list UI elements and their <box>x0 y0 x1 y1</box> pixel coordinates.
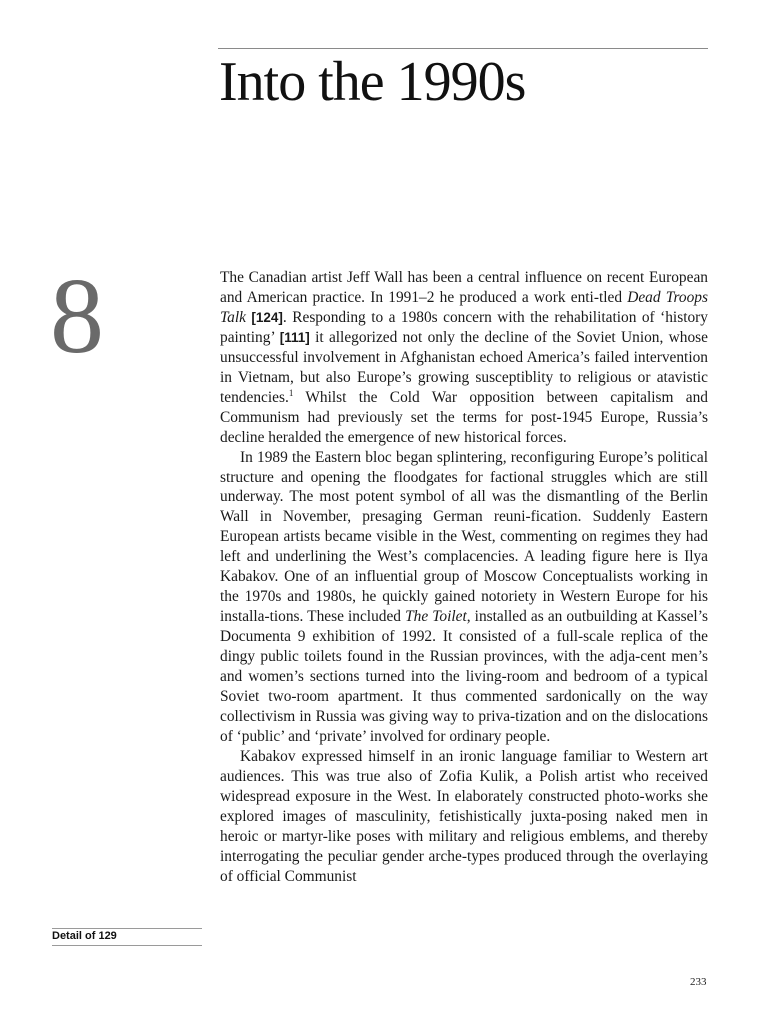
chapter-number: 8 <box>50 257 104 376</box>
chapter-title: Into the 1990s <box>219 51 526 113</box>
artwork-title-the-toilet: The Toilet <box>405 608 467 626</box>
text-run: Kabakov expressed himself in an ironic language familiar to Western art audiences. This was true also of Zofia Kulik, a Polish artist who received widespread exposure in the West. In elaborately constructed photo-works she explored images of masculinity, fetishistically juxta-posing naked men in heroic or martyr-like poses with military and religious emblems, and thereby interrogating the peculiar gender arche-types produced through the overlaying of official Communist <box>220 747 708 885</box>
paragraph-3 <box>220 747 708 887</box>
text-run: Whilst the Cold War opposition between capitalism and Communism had previously set the terms for post-1945 Europe, Russia’s decline heralded the emergence of new historical forces. <box>220 388 708 446</box>
paragraph-1 <box>220 268 708 448</box>
text-run: , installed as an outbuilding at Kassel’s Documenta 9 exhibition of 1992. It consisted of a full-scale replica of the dingy public toilets found in the Russian provinces, with the adja-cent men’s and women’s sections turned into the living-room and bedroom of a typical Soviet two-room apartment. It thus commented sardonically on the way collectivism in Russia was giving way to priva-tization and on the dislocations of ‘public’ and ‘private’ involved for ordinary people. <box>220 608 708 745</box>
text-run: . Responding to a 1980s concern with the rehabilitation of ‘history painting’ <box>220 308 708 346</box>
artwork-title-dead-troops-talk: Dead Troops Talk <box>220 288 708 326</box>
figure-reference[interactable]: [111] <box>279 329 310 345</box>
text-run: it allegorized not only the decline of the Soviet Union, whose unsuccessful involvement in Afghanistan echoed America’s failed intervention in Vietnam, but also Europe’s growing susceptiblity to religious or atavistic tendencies. <box>220 328 708 406</box>
paragraph-2 <box>220 448 708 747</box>
page-number: 233 <box>690 976 707 988</box>
figure-reference[interactable]: [124] <box>251 309 283 325</box>
text-run: The Canadian artist Jeff Wall has been a central influence on recent European and American practice. In 1991–2 he produced a work enti-tled <box>220 269 708 306</box>
body-text <box>220 268 708 887</box>
footnote-marker[interactable]: 1 <box>288 387 294 398</box>
figure-caption: Detail of 129 <box>52 928 202 946</box>
text-run: In 1989 the Eastern bloc began splintering, reconfiguring Europe’s political structure and opening the floodgates for factional struggles which are still underway. The most potent symbol of all was the dismantling of the Berlin Wall in November, presaging German reuni-fication. Suddenly Eastern European artists became visible in the West, commenting on regimes they had left and underlining the West’s complacencies. A leading figure here is Ilya Kabakov. One of an influential group of Moscow Conceptualists working in the 1970s and 1980s, he quickly gained notoriety in Western Europe for his installa-tions. These included <box>220 448 708 626</box>
header-rule <box>218 48 708 49</box>
